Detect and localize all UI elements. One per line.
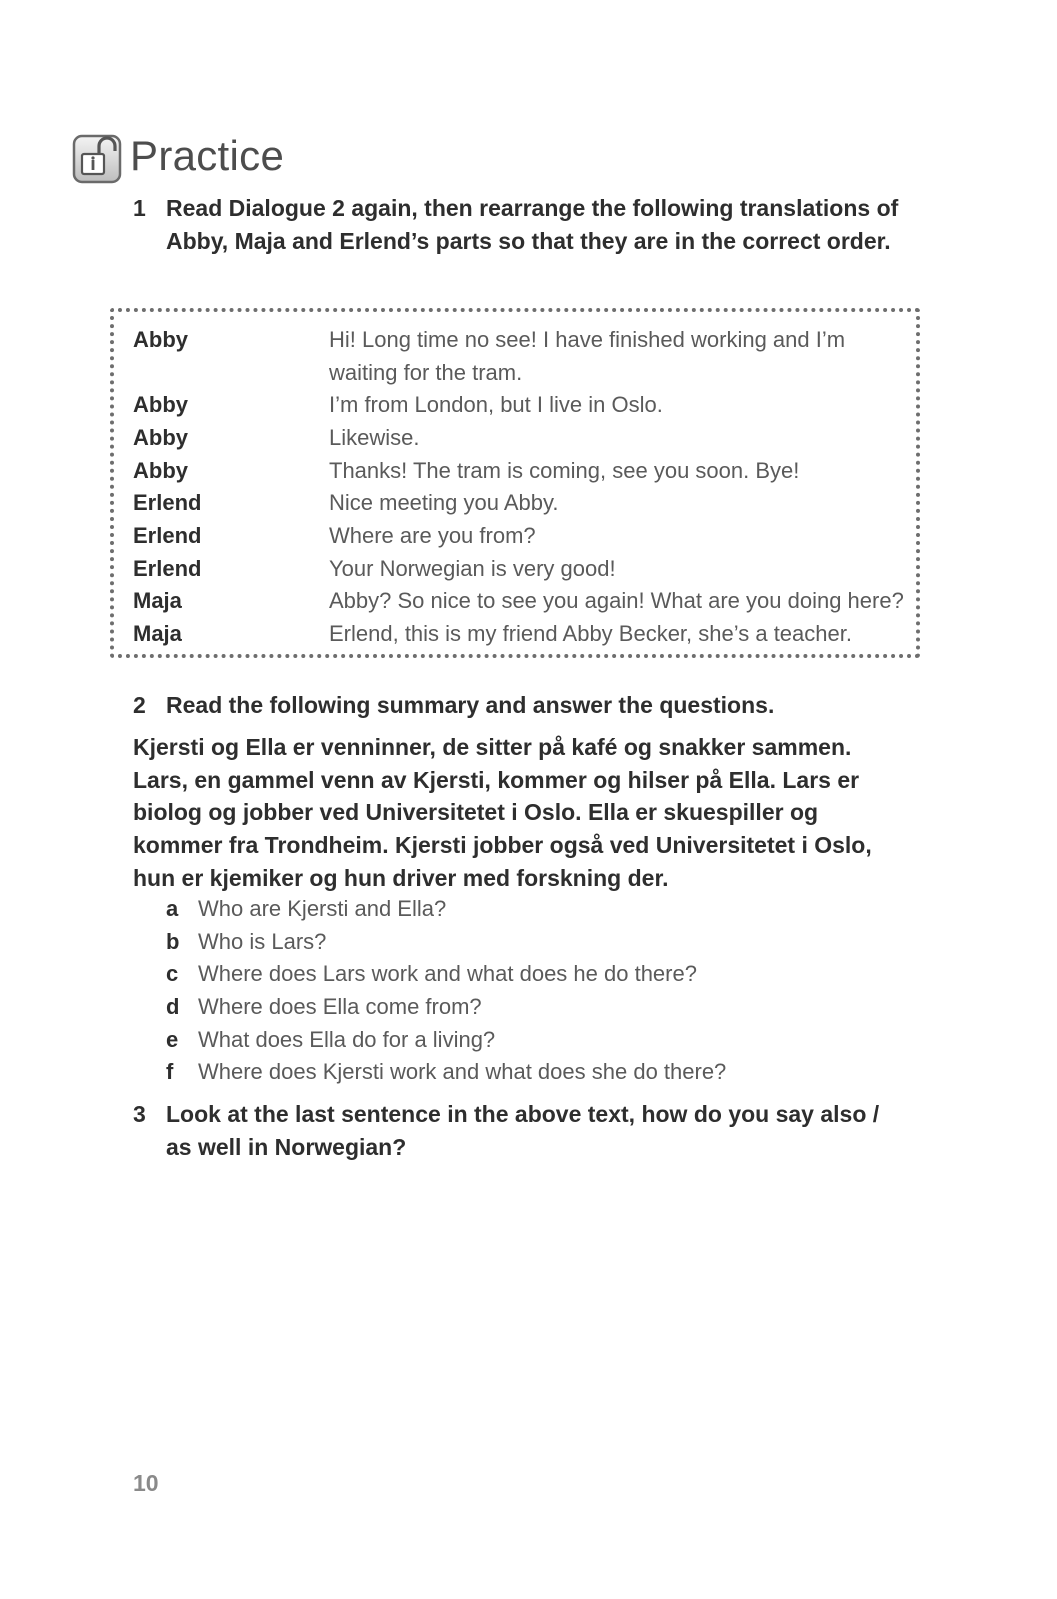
question-letter: f [166,1059,174,1084]
exercise-3-instruction [133,1098,903,1163]
exercise-number: 3 [133,1101,146,1127]
dialogue-line: Your Norwegian is very good! [329,556,616,581]
exercise-number: 1 [133,195,146,221]
instruction-text: Read Dialogue 2 again, then rearrange the following translations of Abby, Maja and Erlend’s parts so that they are in the correct order. [166,195,899,254]
instruction-text: Read the following summary and answer the questions. [166,692,775,718]
question-letter: c [166,961,179,986]
page-title: Practice [130,132,285,179]
unlocked-padlock-icon [72,128,122,184]
speaker: Erlend [133,490,202,515]
speaker: Erlend [133,523,202,548]
speaker: Abby [133,392,188,417]
speaker: Erlend [133,556,202,581]
dialogue-line: Where are you from? [329,523,536,548]
dialogue-line: I’m from London, but I live in Oslo. [329,392,663,417]
dialogue-line: Likewise. [329,425,420,450]
question-letter: b [166,929,180,954]
question-letter: d [166,994,180,1019]
question-text: Where does Kjersti work and what does she do there? [198,1059,727,1084]
question-letter: e [166,1027,179,1052]
exercise-number: 2 [133,692,146,718]
speaker: Abby [133,425,188,450]
question-text: What does Ella do for a living? [198,1027,496,1052]
question-text: Where does Lars work and what does he do there? [198,961,697,986]
instruction-text: Look at the last sentence in the above text, how do you say also / as well in Norwegian? [166,1101,880,1160]
question-text: Who are Kjersti and Ella? [198,896,447,921]
exercise-2-instruction [133,689,903,722]
dialogue-line: Thanks! The tram is coming, see you soon. Bye! [329,458,800,483]
dialogue-line: Erlend, this is my friend Abby Becker, she’s a teacher. [329,621,852,646]
question-text: Who is Lars? [198,929,327,954]
exercise-1-instruction [133,192,903,257]
norwegian-summary: Kjersti og Ella er venninner, de sitter på kafé og snakker sammen. Lars, en gammel venn av Kjersti, kommer og hilser på Ella. Lars er biolog og jobber ved Universitetet i Oslo. Ella er skuespiller og kommer fra Trondheim. Kjersti jobber også ved Universitetet i Oslo, hun er kjemiker og hun driver med forskning der. [133,734,872,891]
question-letter: a [166,896,179,921]
speaker: Maja [133,588,182,613]
question-text: Where does Ella come from? [198,994,482,1019]
dialogue-line: Abby? So nice to see you again! What are you doing here? [329,588,904,613]
page-number: 10 [133,1470,159,1496]
speaker: Maja [133,621,182,646]
dialogue-line: Nice meeting you Abby. [329,490,559,515]
dialogue-line: Hi! Long time no see! I have finished working and I’m waiting for the tram. [329,327,846,385]
speaker: Abby [133,458,188,483]
speaker: Abby [133,327,188,352]
section-header [72,128,284,184]
